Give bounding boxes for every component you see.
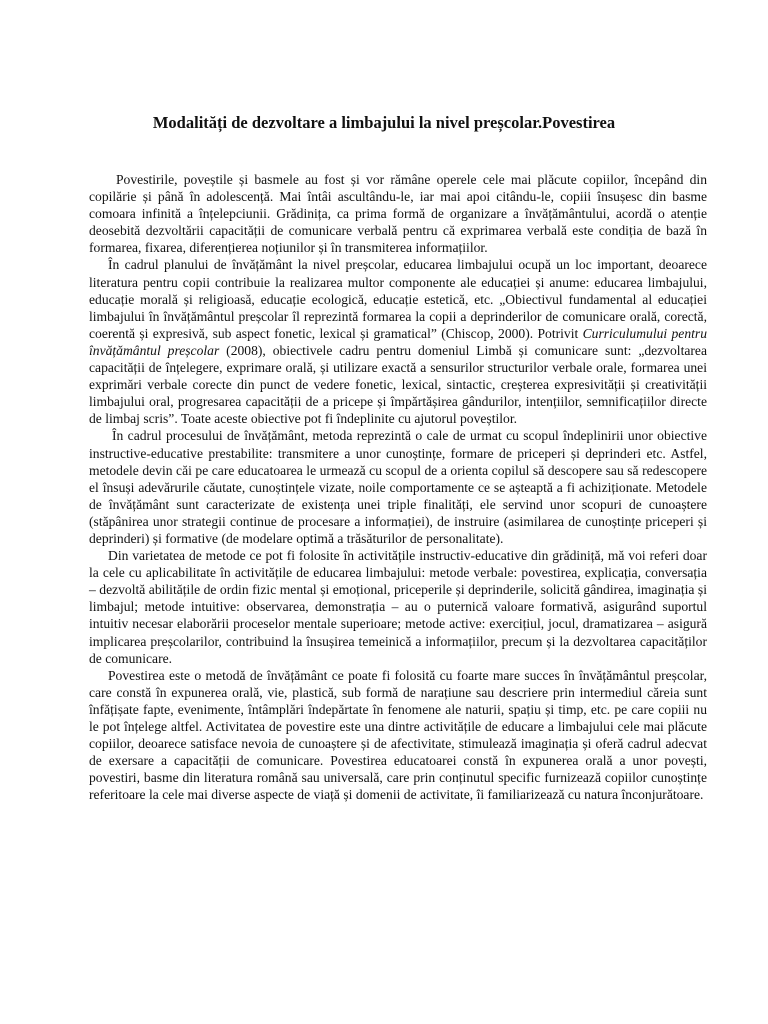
paragraph-storytelling: Povestirea este o metodă de învățământ ce poate fi folosită cu foarte mare succes în învățământul preșcolar, care constă în expunerea orală, vie, plastică, sub formă de narațiune sau descriere prin intermediul căreia sunt înfățișate fapte, evenimente, întâmplări îndepărtate în fenomene ale naturii, spațiu și timp, etc. pe care copiii nu le pot înțelege altfel. Activitatea de povestire este una dintre activitățile de educare a limbajului cele mai plăcute copiilor, deoarece satisface nevoia de cunoaștere și de afectivitate, stimulează imaginația și oferă cadrul adecvat de exersare a capacității de comunicare. Povestirea educatoarei constă în expunerea orală a unor povești, povestiri, basme din literatura română sau universală, care prin conținutul specific furnizează copiilor cunoștințe referitoare la cele mai diverse aspecte de viață și domenii de activitate, îi familiarizează cu natura înconjurătoare.: [89, 667, 707, 803]
paragraph-curriculum: [89, 256, 707, 427]
paragraph-method-types: Din varietatea de metode ce pot fi folosite în activitățile instructiv-educative din grădiniță, mă voi referi doar la cele cu aplicabilitate în activitățile de educarea limbajului: metode verbale: povestirea, explicația, conversația – dezvoltă abilitățile de ordin fizic mental și emoțional, priceperile și deprinderile, solicită gândirea, imaginația și limbajul; metode intuitive: observarea, demonstrația – au o puternică valoare formativă, asigurând suportul intuitiv necesar elaborării proceselor mentale superioare; metode active: exercițiul, jocul, dramatizarea – asigură implicarea preșcolarilor, contribuind la însușirea temeinică a informațiilor, precum și la dezvoltarea capacităților de comunicare.: [89, 548, 707, 666]
paragraph-curriculum-text-b: (2008), obiectivele cadru pentru domeniul Limbă și comunicare sunt: „dezvoltarea capacității de înțelegere, exprimare orală, și utilizare exactă a sensurilor structurilor verbale orale, formarea unei exprimări verbale corecte din punct de vedere fonetic, lexical, sintactic, creșterea expresivității și creativității limbajului oral, progresarea capacității de a pricepe și împărtășirea gândurilor, intențiilor, semnificațiilor directe de limbaj scris”. Toate aceste obiective pot fi îndeplinite cu ajutorul poveștilor.: [89, 342, 707, 427]
document-body: [89, 171, 707, 803]
document-title: Modalități de dezvoltare a limbajului la nivel preșcolar.Povestirea: [152, 113, 616, 132]
curriculum-title-italic: Curriculumului pentru învățământul preșcolar: [89, 325, 707, 358]
paragraph-methods: În cadrul procesului de învățământ, metoda reprezintă o cale de urmat cu scopul îndeplinirii unor obiective instructive-educative prestabilite: transmitere a unor cunoștințe, formare de priceperi și deprinderi etc. Astfel, metodele devin căi pe care educatoarea le urmează cu scopul de a orienta copilul să descopere sau să redescopere el însuși adevărurile căutate, cunoștințele vizate, noile comportamente ce se așteaptă a fi achiziționate. Metodele de învățământ sunt caracterizate de existența unei triple finalități, ele servind unor scopuri de cunoaștere (stăpânirea unor strategii continue de procesare a informației), de instruire (asimilarea de cunoștințe priceperi și deprinderi) și formative (de modelare optimă a trăsăturilor de personalitate).: [89, 428, 707, 546]
paragraph-intro: Povestirile, poveștile și basmele au fost și vor rămâne operele cele mai plăcute copiilor, începând din copilărie și până în adolescență. Mai întâi ascultându-le, iar mai apoi citându-le, copiii însușesc din basme comoara infinită a înțelepciunii. Grădinița, ca prima formă de organizare a învățământului, acordă o atenție deosebită dezvoltării capacității de comunicare verbală pentru că exprimarea verbală este condiția de bază în formarea, fixarea, diferențierea noțiunilor și în transmiterea informațiilor.: [89, 172, 707, 256]
paragraph-curriculum-text-a: În cadrul planului de învățământ la nivel preșcolar, educarea limbajului ocupă un loc important, deoarece literatura pentru copii contribuie la realizarea multor componente ale educației și anume: educarea limbajului, educație morală și religioasă, educație ecologică, educație estetică, etc. „Obiectivul fundamental al educației limbajului în învățământul preșcolar îl reprezintă formarea la copii a deprinderilor de comunicare orală, corectă, coerentă și expresivă, sub aspect fonetic, lexical și gramatical” (Chiscop, 2000). Potrivit: [89, 257, 707, 341]
